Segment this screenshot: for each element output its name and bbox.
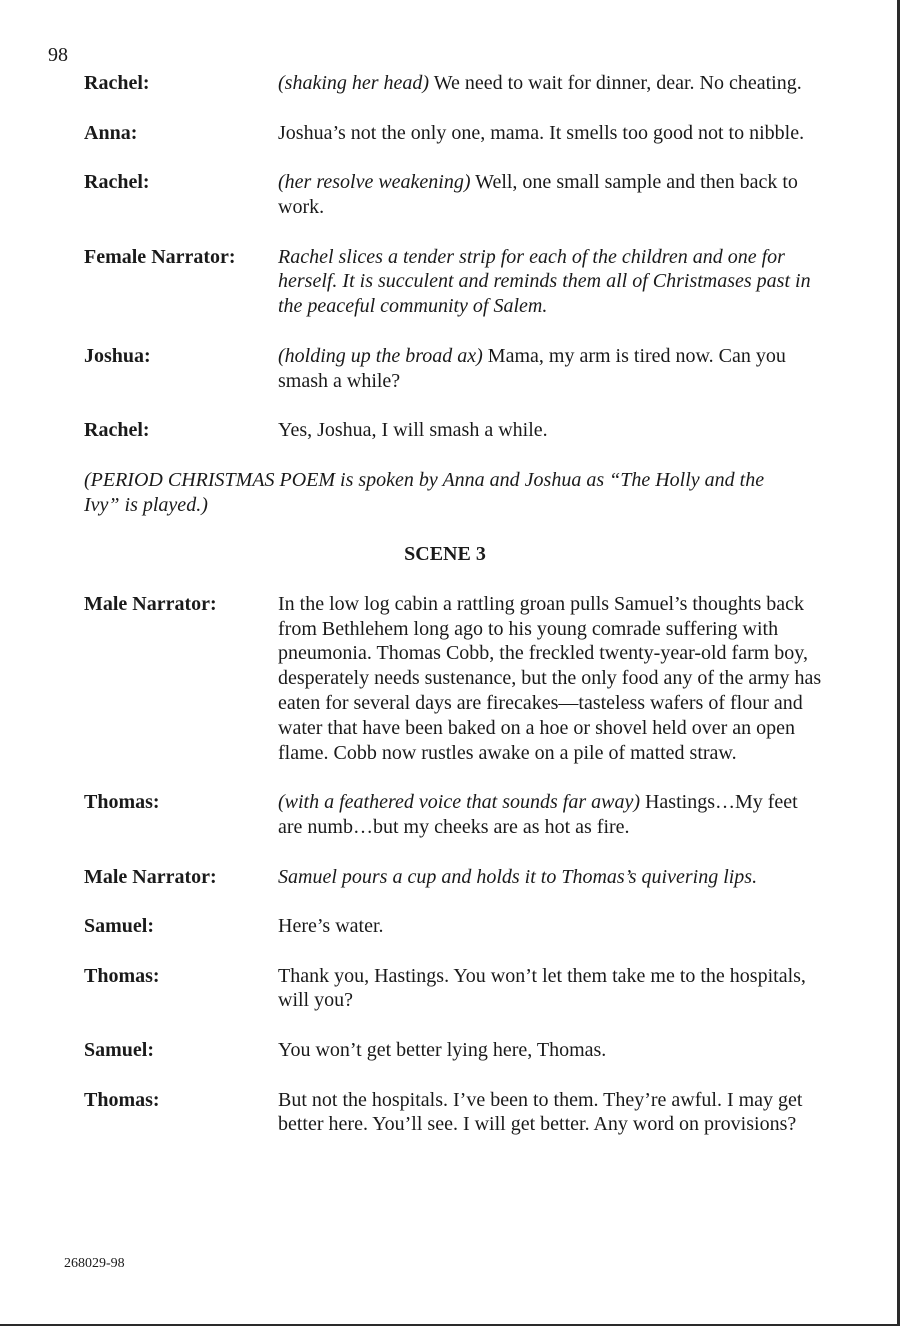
dialogue-line [278,1088,824,1138]
speaker-name: Thomas: [84,1088,160,1111]
dialogue-row [84,1038,824,1063]
stage-note: (PERIOD CHRISTMAS POEM is spoken by Anna and Joshua as “The Holly and the Ivy” is played.) [84,468,765,516]
dialogue-line [278,964,824,1014]
speaker-name: Joshua: [84,344,151,367]
dialogue-text: Yes, Joshua, I will smash a while. [278,419,548,442]
dialogue-row [84,121,824,146]
dialogue-line [278,418,824,443]
narration-text: Samuel pours a cup and holds it to Thomas’s quivering lips. [278,865,758,888]
dialogue-line [278,592,824,766]
dialogue-text: Joshua’s not the only one, mama. It smells too good not to nibble. [278,121,805,144]
dialogue-row [84,245,824,319]
stage-direction: (with a feathered voice that sounds far away) [278,791,640,814]
speaker-name: Samuel: [84,915,154,938]
speaker-name: Rachel: [84,72,150,94]
dialogue-text: Thank you, Hastings. You won’t let them take me to the hospitals, will you? [278,964,806,1012]
dialogue-text: You won’t get better lying here, Thomas. [278,1039,607,1062]
dialogue-row [84,592,824,766]
stage-direction: (holding up the broad ax) [278,344,483,367]
speaker-name: Rachel: [84,419,150,442]
speaker-name: Male Narrator: [84,865,217,888]
dialogue-row [84,914,824,939]
page-number: 98 [48,44,68,66]
dialogue-text: Hastings…My feet are numb…but my cheeks are as hot as fire. [278,791,798,838]
footer-code: 268029-98 [64,1256,125,1271]
dialogue-line [278,1038,824,1063]
dialogue-row [84,964,824,1014]
dialogue-text: We need to wait for dinner, dear. No cheating. [429,72,802,94]
narration-text: Rachel slices a tender strip for each of the children and one for herself. It is succulent and reminds them all of Christmases past in the peaceful community of Salem. [278,245,811,318]
dialogue-row [84,71,824,96]
dialogue-text: Mama, my arm is tired now. Can you smash a while? [278,344,786,392]
dialogue-line [278,790,824,840]
dialogue-line [278,121,824,146]
dialogue-row [84,170,824,220]
dialogue-text: But not the hospitals. I’ve been to them. They’re awful. I may get better here. You’ll see. I will get better. Any word on provisions? [278,1088,803,1136]
scene-heading: SCENE 3 [404,543,486,566]
dialogue-text: Well, one small sample and then back to work. [278,171,798,218]
speaker-name: Male Narrator: [84,592,217,615]
dialogue-row [84,344,824,394]
dialogue-line [278,170,824,220]
speaker-name: Anna: [84,121,138,144]
dialogue-row [84,865,824,890]
speaker-name: Thomas: [84,964,160,987]
dialogue-text: Here’s water. [278,915,384,938]
speaker-name: Thomas: [84,791,160,814]
dialogue-line [278,71,824,96]
dialogue-row [84,1088,824,1138]
dialogue-row [84,790,824,840]
speaker-name: Samuel: [84,1039,154,1062]
dialogue-row [84,418,824,443]
stage-direction: (her resolve weakening) [278,171,471,194]
speaker-name: Female Narrator: [84,245,236,268]
stage-direction: (shaking her head) [278,72,430,94]
speaker-name: Rachel: [84,171,150,194]
dialogue-line [278,344,824,394]
dialogue-line [278,914,824,939]
dialogue-text: In the low log cabin a rattling groan pulls Samuel’s thoughts back from Bethlehem long ago to his young comrade suffering with pneumonia. Thomas Cobb, the freckled twenty-year-old farm boy, desperately needs sustenance, but the only food any of the army has eaten for several days are firecakes—tasteless wafers of flour and water that have been baked on a hoe or shovel held over an open flame. Cobb now rustles awake on a pile of matted straw. [278,592,822,764]
script-body [84,71,824,1162]
